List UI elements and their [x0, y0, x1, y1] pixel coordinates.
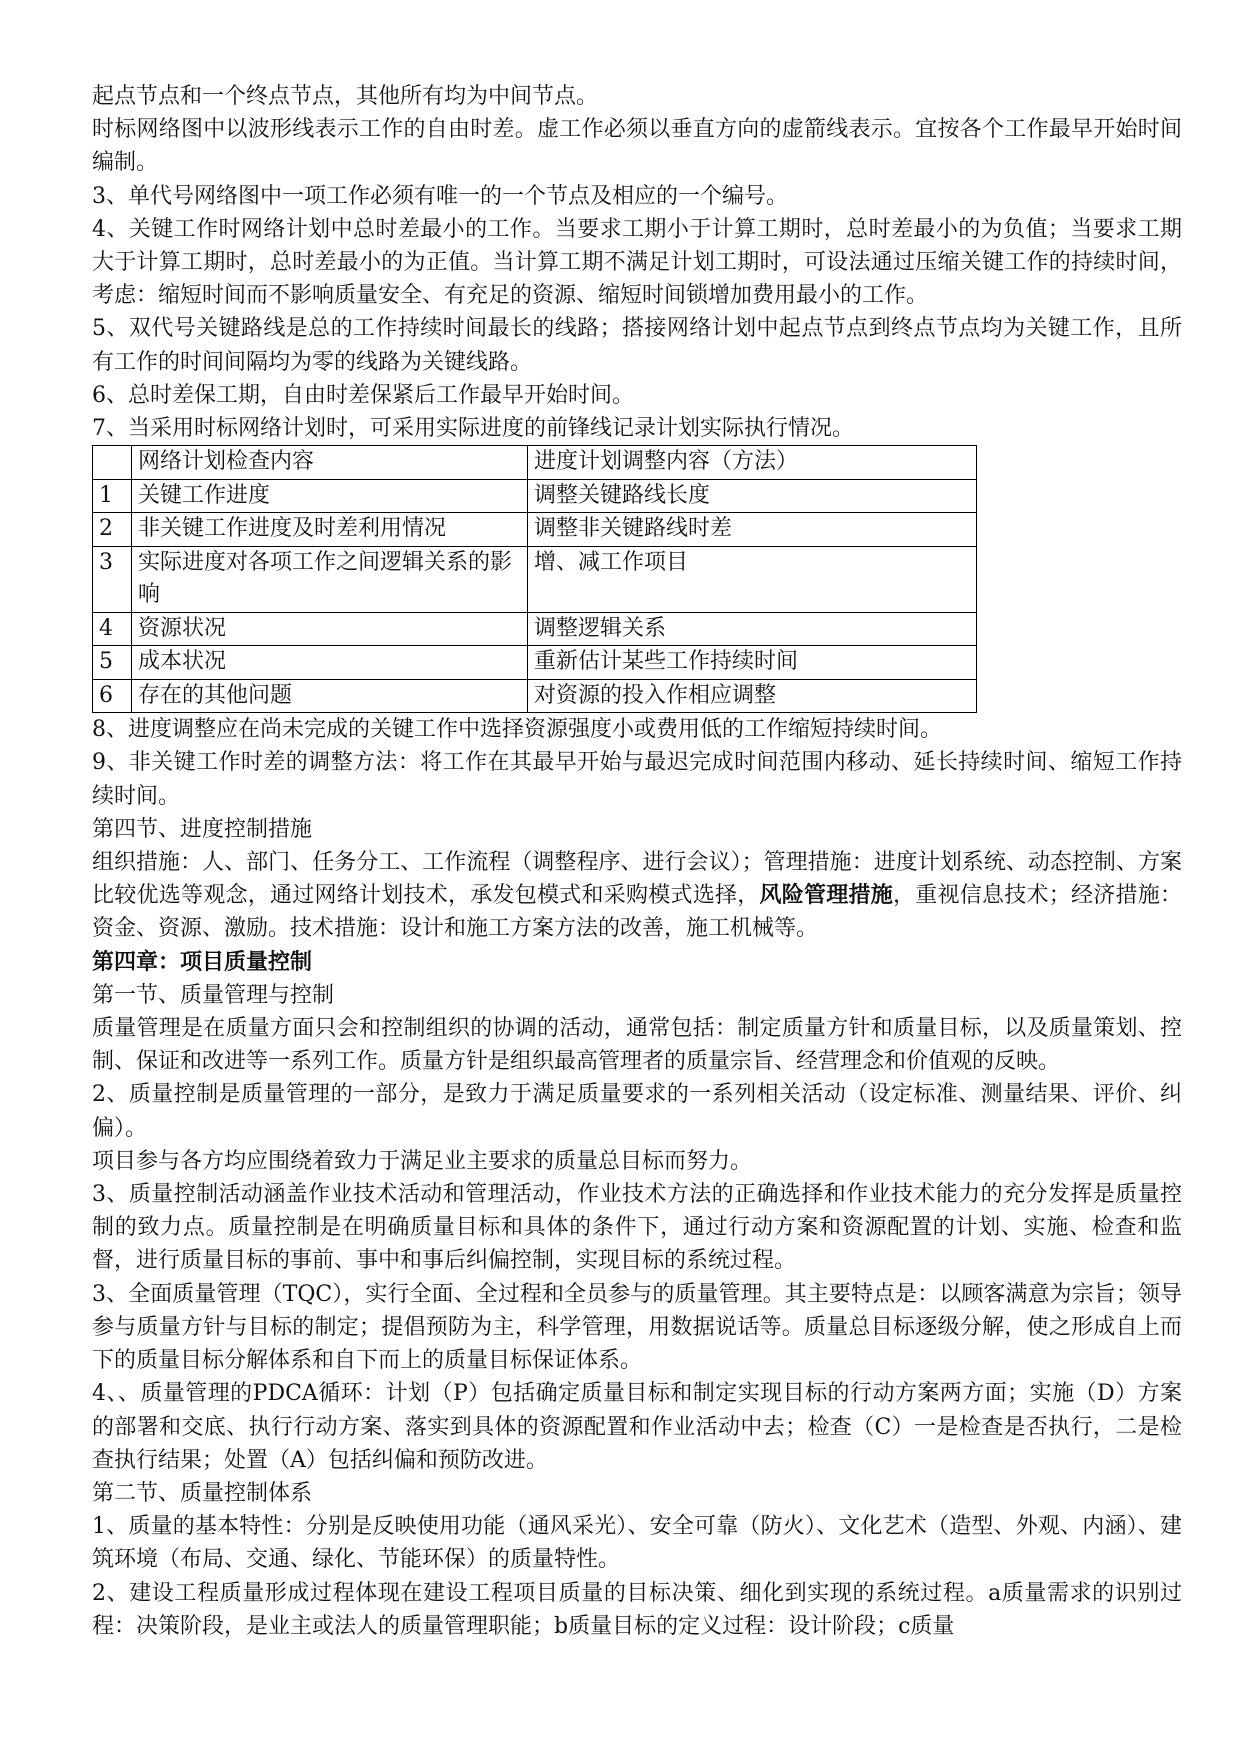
paragraph: 质量管理是在质量方面只会和控制组织的协调的活动，通常包括：制定质量方针和质量目标，以及质量策划、控制、保证和改进等一系列工作。质量方针是组织最高管理者的质量宗旨、经营理念和价值观的反映。 [92, 1016, 1182, 1075]
table-cell: 实际进度对各项工作之间逻辑关系的影响 [132, 546, 528, 612]
table-row [93, 513, 977, 547]
table-row [93, 479, 977, 513]
table-cell: 增、减工作项目 [528, 546, 977, 612]
table-header-row [93, 446, 977, 480]
paragraph: 时标网络图中以波形线表示工作的自由时差。虚工作必须以垂直方向的虚箭线表示。宜按各个工作最早开始时间编制。 [92, 117, 1182, 176]
paragraph: 3、单代号网络图中一项工作必须有唯一的一个节点及相应的一个编号。 [92, 183, 788, 209]
table-cell: 调整非关键路线时差 [528, 513, 977, 547]
paragraph: 3、质量控制活动涵盖作业技术活动和管理活动，作业技术方法的正确选择和作业技术能力的充分发挥是质量控制的致力点。质量控制是在明确质量目标和具体的条件下，通过行动方案和资源配置的计划、实施、检查和监督，进行质量目标的事前、事中和事后纠偏控制，实现目标的系统过程。 [92, 1182, 1182, 1274]
paragraph: 2、建设工程质量形成过程体现在建设工程项目质量的目标决策、细化到实现的系统过程。a质量需求的识别过程：决策阶段，是业主或法人的质量管理职能；b质量目标的定义过程：设计阶段；c质量 [92, 1580, 1182, 1639]
table-row [93, 646, 977, 680]
table-cell: 存在的其他问题 [132, 679, 528, 713]
table-header-cell: 进度计划调整内容（方法） [528, 446, 977, 480]
measures-paragraph [92, 846, 1182, 946]
table-cell: 4 [93, 612, 132, 646]
paragraph: 3、全面质量管理（TQC），实行全面、全过程和全员参与的质量管理。其主要特点是：以顾客满意为宗旨；领导参与质量方针与目标的制定；提倡预防为主，科学管理，用数据说话等。质量总目标逐级分解，使之形成自上而下的质量目标分解体系和自下而上的质量目标保证体系。 [92, 1281, 1182, 1374]
section-heading: 第二节、质量控制体系 [92, 1480, 313, 1506]
table-row [93, 679, 977, 713]
progress-check-table [92, 445, 977, 713]
table-cell: 调整逻辑关系 [528, 612, 977, 646]
table-header-cell: 网络计划检查内容 [132, 446, 528, 480]
section-heading: 第四节、进度控制措施 [92, 816, 313, 842]
section-heading: 第一节、质量管理与控制 [92, 982, 335, 1008]
paragraph: 5、双代号关键路线是总的工作持续时间最长的线路；搭接网络计划中起点节点到终点节点均为关键工作，且所有工作的时间间隔均为零的线路为关键线路。 [92, 316, 1182, 375]
table-cell: 调整关键路线长度 [528, 479, 977, 513]
risk-measures-emphasis: 风险管理措施 [759, 882, 893, 909]
table-cell: 非关键工作进度及时差利用情况 [132, 513, 528, 547]
paragraph: 8、进度调整应在尚未完成的关键工作中选择资源强度小或费用低的工作缩短持续时间。 [92, 717, 942, 743]
table-cell: 1 [93, 479, 132, 513]
paragraph: 7、当采用时标网络计划时，可采用实际进度的前锋线记录计划实际执行情况。 [92, 416, 854, 442]
table-row [93, 546, 977, 612]
table-row [93, 612, 977, 646]
table-header-cell [93, 446, 132, 480]
measures-text: 组织措施：人、部门、任务分工、工作流程（调整程序、进行会议）；管理措施：进度计划系统、动态控制、方案比较优选等观念，通过网络计划技术，承发包模式和采购模式选择， [92, 850, 1182, 909]
table-cell: 重新估计某些工作持续时间 [528, 646, 977, 680]
table-cell: 5 [93, 646, 132, 680]
table-cell: 成本状况 [132, 646, 528, 680]
document-page [92, 80, 1182, 1643]
paragraph: 起点节点和一个终点节点，其他所有均为中间节点。 [92, 84, 599, 109]
paragraph: 1、质量的基本特性：分别是反映使用功能（通风采光）、安全可靠（防火）、文化艺术（造型、外观、内涵）、建筑环境（布局、交通、绿化、节能环保）的质量特性。 [92, 1514, 1182, 1573]
table-cell: 关键工作进度 [132, 479, 528, 513]
table-cell: 资源状况 [132, 612, 528, 646]
paragraph: 6、总时差保工期，自由时差保紧后工作最早开始时间。 [92, 382, 634, 408]
paragraph: 4、关键工作时网络计划中总时差最小的工作。当要求工期小于计算工期时，总时差最小的为负值；当要求工期大于计算工期时，总时差最小的为正值。当计算工期不满足计划工期时，可设法通过压缩关键工作的持续时间，考虑：缩短时间而不影响质量安全、有充足的资源、缩短时间锁增加费用最小的工作。 [92, 216, 1182, 309]
table-cell: 对资源的投入作相应调整 [528, 679, 977, 713]
paragraph: 2、质量控制是质量管理的一部分，是致力于满足质量要求的一系列相关活动（设定标准、测量结果、评价、纠偏）。 [92, 1082, 1182, 1141]
chapter-title: 第四章：项目质量控制 [92, 948, 313, 975]
paragraph: 项目参与各方均应围绕着致力于满足业主要求的质量总目标而努力。 [92, 1148, 753, 1174]
paragraph: 4、、质量管理的PDCA循环：计划（P）包括确定质量目标和制定实现目标的行动方案两方面；实施（D）方案的部署和交底、执行行动方案、落实到具体的资源配置和作业活动中去；检查（C）一是检查是否执行，二是检查执行结果；处置（A）包括纠偏和预防改进。 [92, 1381, 1182, 1473]
table-cell: 2 [93, 513, 132, 547]
paragraph: 9、非关键工作时差的调整方法：将工作在其最早开始与最迟完成时间范围内移动、延长持续时间、缩短工作持续时间。 [92, 750, 1182, 809]
table-cell: 3 [93, 546, 132, 612]
table-cell: 6 [93, 679, 132, 713]
measures-text: ，重视信息技术；经济措施：资金、资源、激励。技术措施：设计和施工方案方法的改善，施工机械等。 [92, 883, 1182, 942]
